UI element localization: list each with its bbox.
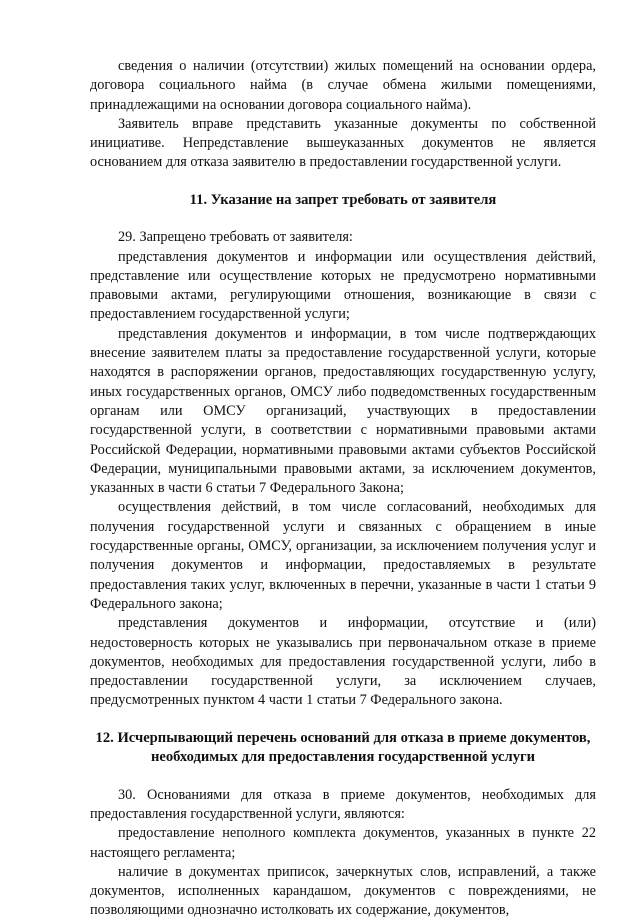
paragraph-30: 30. Основаниями для отказа в приеме документов, необходимых для предоставления государственной услуги, являются: xyxy=(90,786,596,822)
section-heading-11: 11. Указание на запрет требовать от заявителя xyxy=(189,191,497,208)
paragraph-29-item-2: представления документов и информации, в том числе подтверждающих внесение заявителем платы за предоставление государственной услуги, которые находятся в распоряжении органов, предоставляющих государственную услугу, иных государственных органов, ОМСУ либо подведомственных государственным органам или ОМСУ организаций, участвующих в предоставлении государственной услуги, в соответствии с нормативными правовыми актами Российской Федерации, нормативными правовыми актами субъектов Российской Федерации, муниципальными правовыми актами, за исключением документов, указанных в части 6 статьи 7 Федерального Закона; xyxy=(90,325,596,497)
paragraph-29-item-1: представления документов и информации или осуществления действий, представление или осуществление которых не предусмотрено нормативными правовыми актами, регулирующими отношения, возникающие в связи с предоставлением государственной услуги; xyxy=(90,248,596,323)
paragraph-29-item-3: осуществления действий, в том числе согласований, необходимых для получения государственной услуги и связанных с обращением в иные государственные органы, ОМСУ, организации, за исключением получения услуг и получения документов и информации, предоставляемых в результате предоставления таких услуг, включенных в перечни, указанные в части 1 статьи 9 Федерального закона; xyxy=(90,499,596,612)
paragraph-30-item-2: наличие в документах приписок, зачеркнутых слов, исправлений, а также документов, исполненных карандашом, документов с повреждениями, не позволяющими однозначно истолковать их содержание, документов, xyxy=(90,863,596,919)
spacer xyxy=(90,711,596,729)
paragraph-30-item-1: предоставление неполного комплекта документов, указанных в пункте 22 настоящего регламента; xyxy=(90,825,596,861)
section-heading-12: 12. Исчерпывающий перечень оснований для отказа в приеме документов, необходимых для предоставления государственной услуги xyxy=(95,729,591,766)
spacer xyxy=(90,173,596,191)
spacer xyxy=(90,768,596,786)
spacer xyxy=(90,210,596,228)
paragraph-own-initiative: Заявитель вправе представить указанные документы по собственной инициативе. Непредставление вышеуказанных документов не является основанием для отказа заявителю в предоставлении государственной услуги. xyxy=(90,115,596,171)
paragraph-29-item-4: представления документов и информации, отсутствие и (или) недостоверность которых не указывались при первоначальном отказе в приеме документов, необходимых для предоставления государственной услуги, либо в предоставлении государственной услуги, за исключением случаев, предусмотренных пунктом 4 части 1 статьи 7 Федерального закона. xyxy=(90,615,596,709)
paragraph-documents-info: сведения о наличии (отсутствии) жилых помещений на основании ордера, договора социального найма (в случае обмена жилыми помещениями, принадлежащими на основании договора социального найма). xyxy=(90,58,596,113)
paragraph-29: 29. Запрещено требовать от заявителя: xyxy=(118,229,353,246)
document-page xyxy=(90,57,596,921)
